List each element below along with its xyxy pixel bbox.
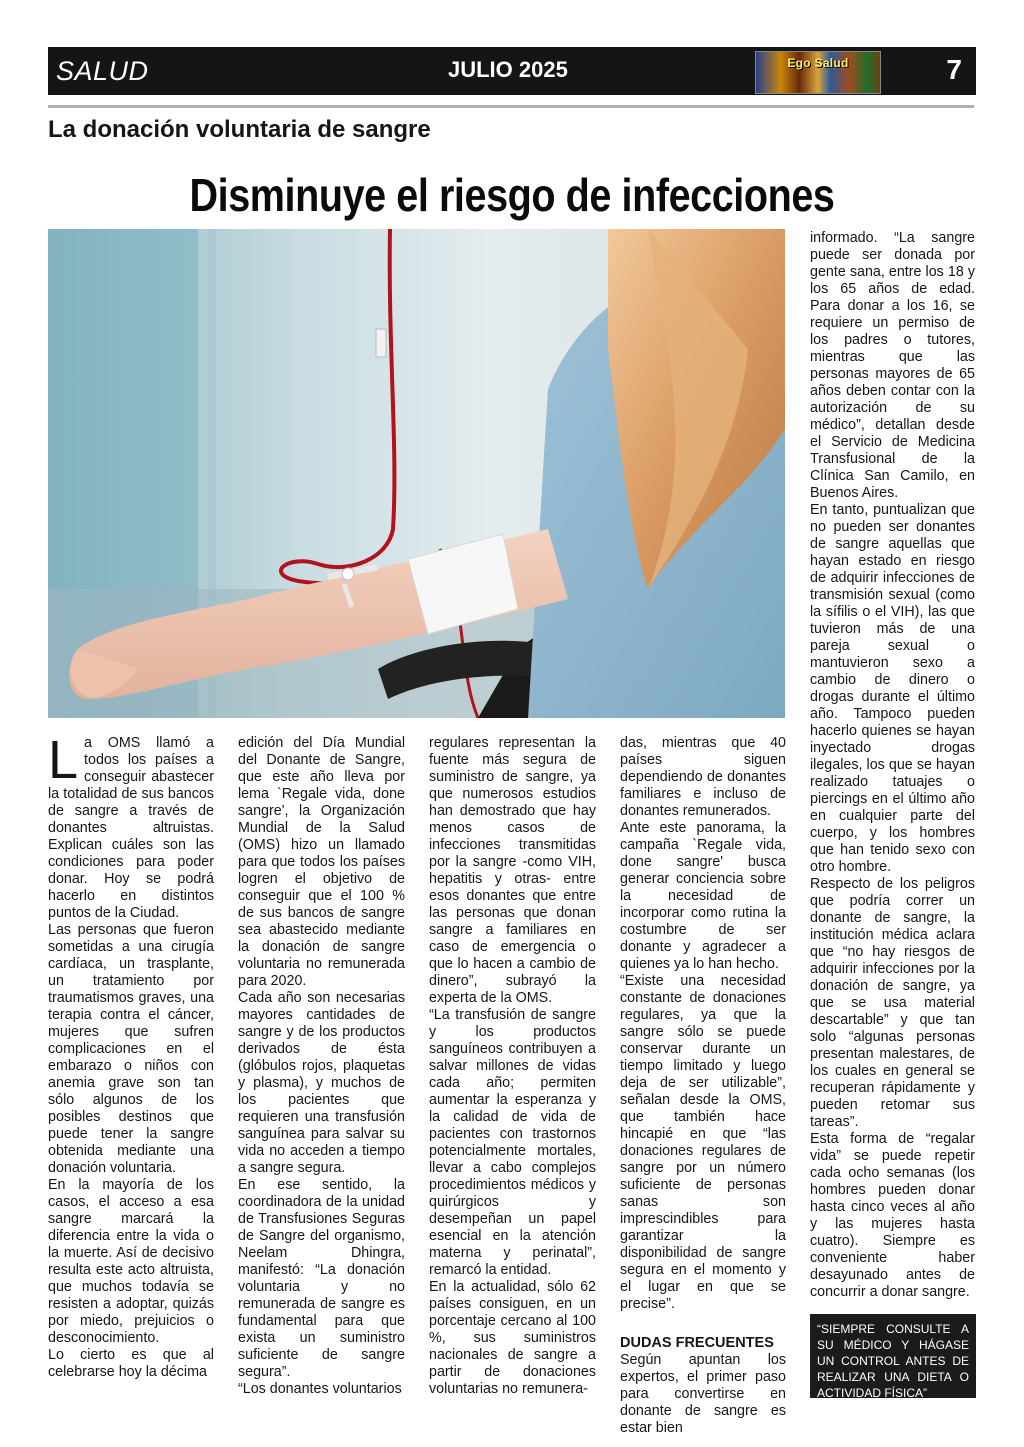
paragraph-text: a OMS llamó a todos los países a conseguir abastecer la totalidad de sus bancos de sangre a través de donantes altruistas. Explican cuáles son las condiciones para poder donar. Hoy se podrá hacerlo en distintos puntos de la Ciudad. xyxy=(48,735,214,921)
paragraph: Las personas que fueron sometidas a una cirugía cardíaca, un trasplante, un tratamiento por traumatismos graves, una terapia contra el cáncer, mujeres que sufren complicaciones en el embarazo o niños con anemia grave son tan sólo algunos de los posibles destinos que puede tener la sangre obtenida mediante una donación voluntaria. xyxy=(48,922,214,1176)
header-bar xyxy=(48,47,976,95)
paragraph: Ante este panorama, la campaña `Regale vida, done sangre' busca generar conciencia sobre la necesidad de incorporar como rutina la costumbre de ser donante y agradecer a quienes ya lo han hecho. xyxy=(620,820,786,972)
paragraph: edición del Día Mundial del Donante de Sangre, que este año lleva por lema `Regale vida, done sangre', la Organización Mundial de la Salud (OMS) hizo un llamado para que todos los países logren el objetivo de conseguir que el 100 % de sus bancos de sangre sea abastecido mediante la donación de sangre voluntaria no remunerada para 2020. xyxy=(238,735,405,989)
paragraph: “La transfusión de sangre y los productos sanguíneos contribuyen a salvar millones de vidas cada año; permiten aumentar la esperanza y la calidad de vida de pacientes con trastornos potencialmente mortales, llevar a cabo complejos procedimientos médicos y quirúrgicos y desempeñan un papel esencial en la atención materna y perinatal”, remarcó la entidad. xyxy=(429,1007,596,1278)
paragraph: Esta forma de “regalar vida” se puede repetir cada ocho semanas (los hombres pueden donar hasta cinco veces al año y las mujeres hasta cuatro). Siempre es conveniente haber desayunado antes de concurrir a donar sangre. xyxy=(810,1131,975,1300)
article-headline: Disminuye el riesgo de infecciones xyxy=(189,169,835,221)
paragraph: En ese sentido, la coordinadora de la unidad de Transfusiones Seguras de Sangre del organismo, Neelam Dhingra, manifestó: “La donación voluntaria y no remunerada de sangre es fundamental para que exista un suministro suficiente de sangre segura”. xyxy=(238,1177,405,1380)
page-number: 7 xyxy=(946,54,962,85)
paragraph: Según apuntan los expertos, el primer paso para convertirse en donante de sangre es estar bien xyxy=(620,1352,786,1436)
drop-cap: L xyxy=(48,730,79,790)
article-column-2 xyxy=(238,735,405,1398)
issue-date: JULIO 2025 xyxy=(448,57,568,82)
section-subhead: DUDAS FRECUENTES xyxy=(620,1335,774,1351)
paragraph: Respecto de los peligros que podría correr un donante de sangre, la institución médica aclara que “no hay riesgos de adquirir infecciones por la donación de sangre, ya que se usa material descartable” y que tan solo “algunas personas presentan malestares, de los cuales en general se recuperan rápidamente y pueden retomar sus tareas”. xyxy=(810,876,975,1130)
section-label: SALUD xyxy=(56,56,149,86)
paragraph: das, mientras que 40 países siguen dependiendo de donantes familiares e incluso de donantes remunerados. xyxy=(620,735,786,819)
callout-box: “SIEMPRE CONSULTE A SU MÉDICO Y HÁGASE UN CONTROL ANTES DE REALIZAR UNA DIETA O ACTIVIDAD FÍSICA” xyxy=(810,1314,976,1398)
paragraph: informado. “La sangre puede ser donada por gente sana, entre los 18 y los 65 años de edad. Para donar a los 16, se requiere un permiso de los padres o tutores, mientras que las personas mayores de 65 años deben contar con la autorización de su médico”, detallan desde el Servicio de Medicina Transfusional de la Clínica San Camilo, en Buenos Aires. xyxy=(810,230,975,501)
article-column-3 xyxy=(429,735,596,1398)
paragraph: “Los donantes voluntarios xyxy=(238,1381,402,1397)
logo-text: Ego Salud xyxy=(787,56,849,70)
paragraph: Cada año son necesarias mayores cantidades de sangre y de los productos derivados de ésta (glóbulos rojos, plaquetas y plasma), y muchos de los pacientes que requieren una transfusión sanguínea para salvar su vida no acceden a tiempo a sangre segura. xyxy=(238,990,405,1176)
paragraph: regulares representan la fuente más segura de suministro de sangre, ya que numerosos estudios han demostrado que hay menos casos de infecciones transmitidas por la sangre -como VIH, hepatitis y otras- entre esos donantes que entre las personas que donan sangre a familiares en caso de emergencia o que lo hacen a cambio de dinero”, subrayó la experta de la OMS. xyxy=(429,735,596,1006)
paragraph: Lo cierto es que al celebrarse hoy la décima xyxy=(48,1347,214,1380)
article-photo xyxy=(48,229,785,718)
paragraph: En la mayoría de los casos, el acceso a esa sangre marcará la diferencia entre la vida o la muerte. Así de decisivo resulta este acto altruista, que muchos todavía se resisten a adoptar, quizás por miedo, prejuicios o desconocimiento. xyxy=(48,1177,214,1346)
article-column-5 xyxy=(810,230,975,1301)
blood-donation-photo-icon xyxy=(48,229,785,718)
article-column-1 xyxy=(48,730,214,1381)
article-kicker: La donación voluntaria de sangre xyxy=(48,116,431,143)
paragraph: En la actualidad, sólo 62 países consiguen, en un porcentaje cercano al 100 %, sus suministros nacionales de sangre a partir de donaciones voluntarias no remunera- xyxy=(429,1279,596,1397)
header-rule xyxy=(48,105,974,108)
paragraph: En tanto, puntualizan que no pueden ser donantes de sangre aquellas que hayan estado en riesgo de adquirir infecciones de transmisión sexual (como la sífilis o el VIH), las que tuvieron más de una pareja sexual o mantuvieron sexo a cambio de dinero o drogas durante el último año. Tampoco pueden hacerlo quienes se hayan inyectado drogas ilegales, los que se hayan realizado tatuajes o piercings en el último año en cualquier parte del cuerpo, y los hombres que han tenido sexo con otro hombre. xyxy=(810,502,975,875)
publication-logo xyxy=(755,51,881,94)
paragraph: “Existe una necesidad constante de donaciones regulares, ya que la sangre sólo se puede conservar durante un tiempo limitado y luego deja de ser utilizable”, señalan desde la OMS, que también hace hincapié en que “las donaciones regulares de sangre por un número suficiente de personas sanas son imprescindibles para garantizar la disponibilidad de sangre segura en el momento y el lugar en que se precise”. xyxy=(620,973,786,1312)
article-column-4 xyxy=(620,735,786,1437)
lead-paragraph xyxy=(48,730,214,922)
